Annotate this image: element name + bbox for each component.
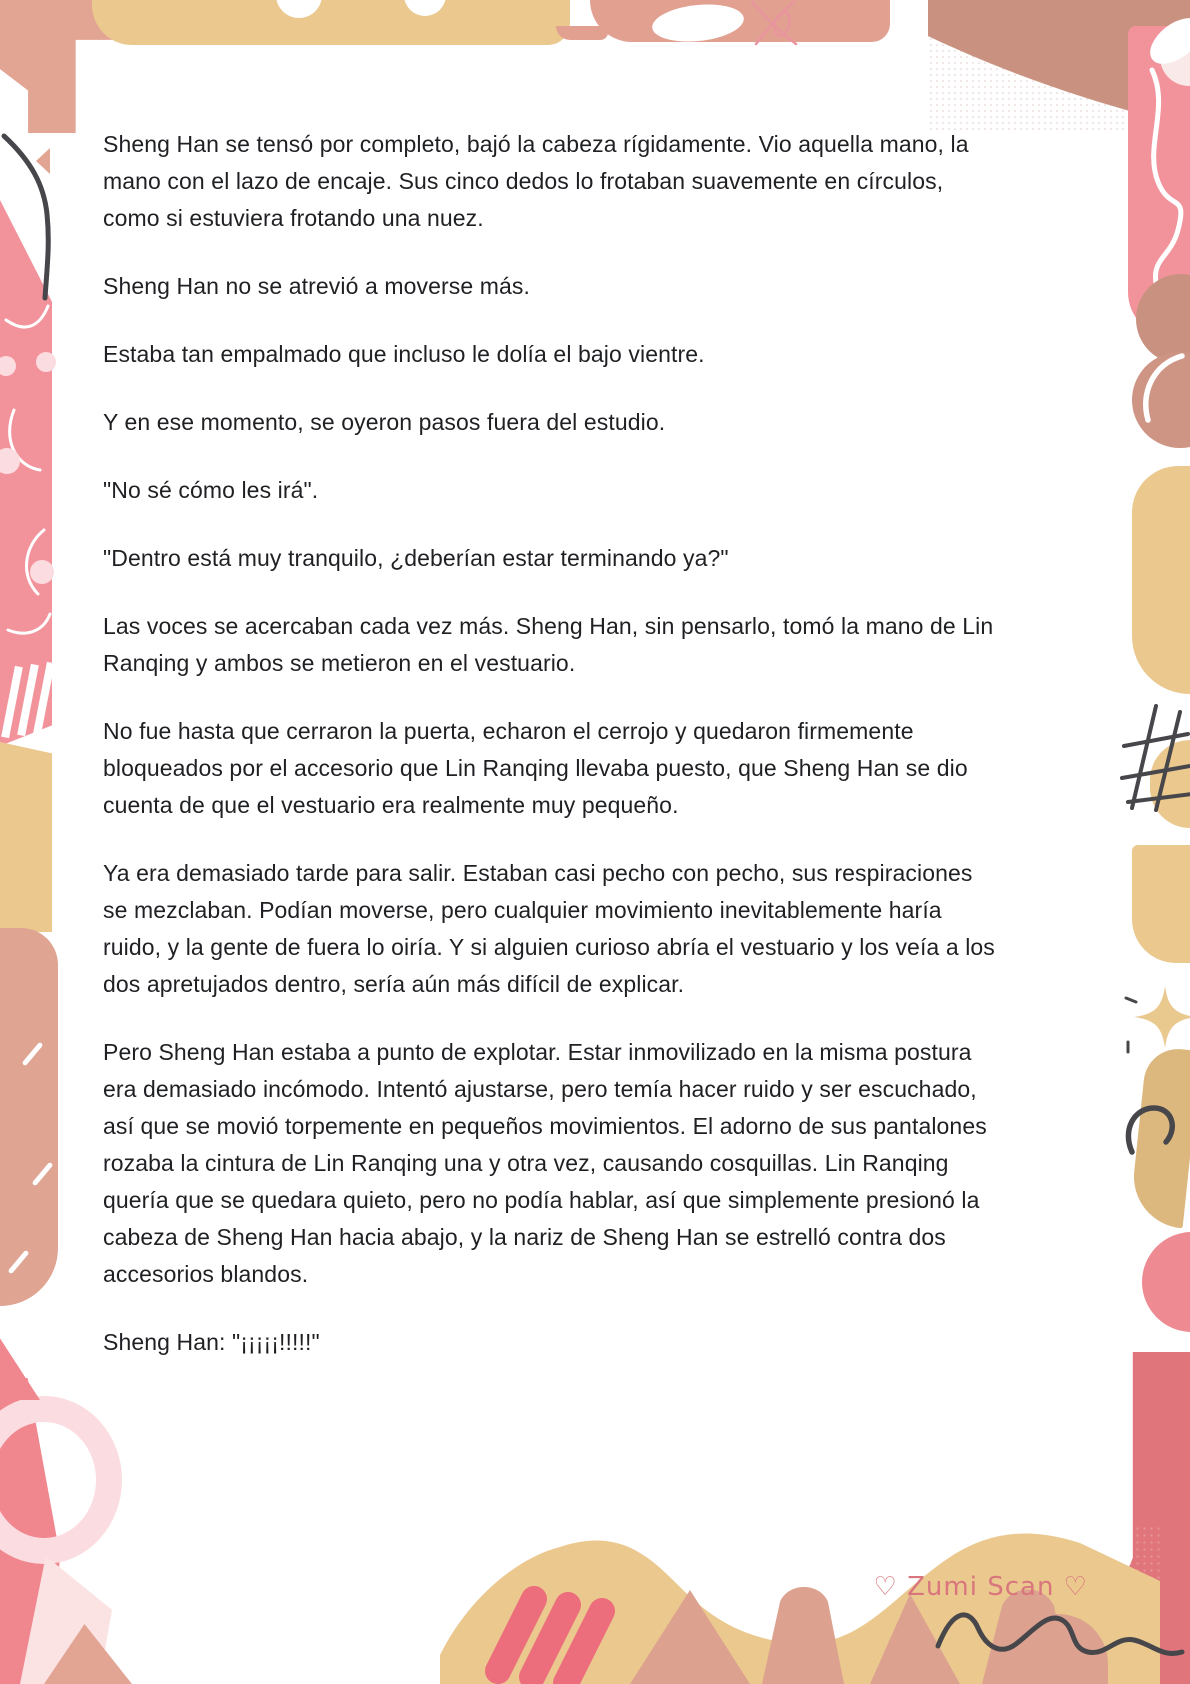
border-shape-left-pink-triangle bbox=[0, 1330, 40, 1400]
border-shape-right-tan-blob bbox=[1132, 466, 1190, 694]
paragraph: No fue hasta que cerraron la puerta, echaron el cerrojo y quedaron firmemente bloqueados por el accesorio que Lin Ranqing llevaba puesto, que Sheng Han se dio cuenta de que el vestuario era realmente muy pequeño. bbox=[103, 718, 968, 818]
petal-dot bbox=[36, 352, 56, 372]
paragraph: "No sé cómo les irá". bbox=[103, 477, 319, 503]
ribbon-bow-doodle bbox=[742, 0, 804, 48]
paragraph: "Dentro está muy tranquilo, ¿deberían estar terminando ya?" bbox=[103, 545, 729, 571]
border-shape-top-tan bbox=[92, 0, 570, 45]
border-shape-left-tan-band bbox=[0, 742, 52, 932]
story-text-block bbox=[103, 126, 1000, 1392]
paragraph: Pero Sheng Han estaba a punto de explotar. Estar inmovilizado en la misma postura era demasiado incómodo. Intentó ajustarse, pero temía hacer ruido y ser escuchado, así que se movió torpemente en pequeños movimientos. El adorno de sus pantalones rozaba la cintura de Lin Ranqing una y otra vez, causando cosquillas. Lin Ranqing quería que se quedara quieto, pero no podía hablar, así que simplemente presionó la cabeza de Sheng Han hacia abajo, y la nariz de Sheng Han se estrelló contra dos accesorios blandos. bbox=[103, 1039, 987, 1287]
paragraph: Sheng Han se tensó por completo, bajó la cabeza rígidamente. Vio aquella mano, la mano con el lazo de encaje. Sus cinco dedos lo frotaban suavemente en círculos, como si estuviera frotando una nuez. bbox=[103, 131, 969, 231]
tick-marks-doodle bbox=[1124, 994, 1140, 1054]
tan-notch bbox=[276, 0, 322, 18]
hash-grid-doodle bbox=[1122, 702, 1190, 812]
highlight-arc-doodle bbox=[1138, 348, 1190, 428]
border-shape-left-salmon-leaf bbox=[0, 928, 58, 1306]
scan-credit: ♡ Zumi Scan ♡ bbox=[873, 1572, 1088, 1602]
petal-dot bbox=[30, 560, 54, 584]
border-shape-right-pink-circle bbox=[1142, 1232, 1190, 1332]
border-shape-bottom-left-ring bbox=[0, 1396, 122, 1564]
tan-notch bbox=[404, 0, 446, 16]
paragraph: Ya era demasiado tarde para salir. Estaban casi pecho con pecho, sus respiraciones se mezclaban. Podían moverse, pero cualquier movimiento inevitablemente haría ruido, y la gente de fuera lo oiría. Y si alguien curioso abría el vestuario y los veía a los dos apretujados dentro, sería aún más difícil de explicar. bbox=[103, 860, 995, 997]
sparkle-icon bbox=[1134, 986, 1190, 1048]
paragraph: Y en ese momento, se oyeron pasos fuera del estudio. bbox=[103, 409, 666, 435]
paragraph: Las voces se acercaban cada vez más. Sheng Han, sin pensarlo, tomó la mano de Lin Ranqing y ambos se metieron en el vestuario. bbox=[103, 613, 994, 676]
pink-scribble-doodle bbox=[470, 1575, 650, 1684]
paragraph: Sheng Han: "¡¡¡¡¡!!!!!" bbox=[103, 1329, 320, 1355]
paragraph: Estaba tan empalmado que incluso le dolía el bajo vientre. bbox=[103, 341, 705, 367]
horseshoe-doodle bbox=[1124, 1100, 1180, 1160]
curved-stroke-doodle bbox=[0, 132, 70, 302]
border-shape-right-tan-band bbox=[1132, 845, 1190, 963]
squiggle-doodle bbox=[930, 1590, 1190, 1670]
paragraph: Sheng Han no se atrevió a moverse más. bbox=[103, 273, 530, 299]
